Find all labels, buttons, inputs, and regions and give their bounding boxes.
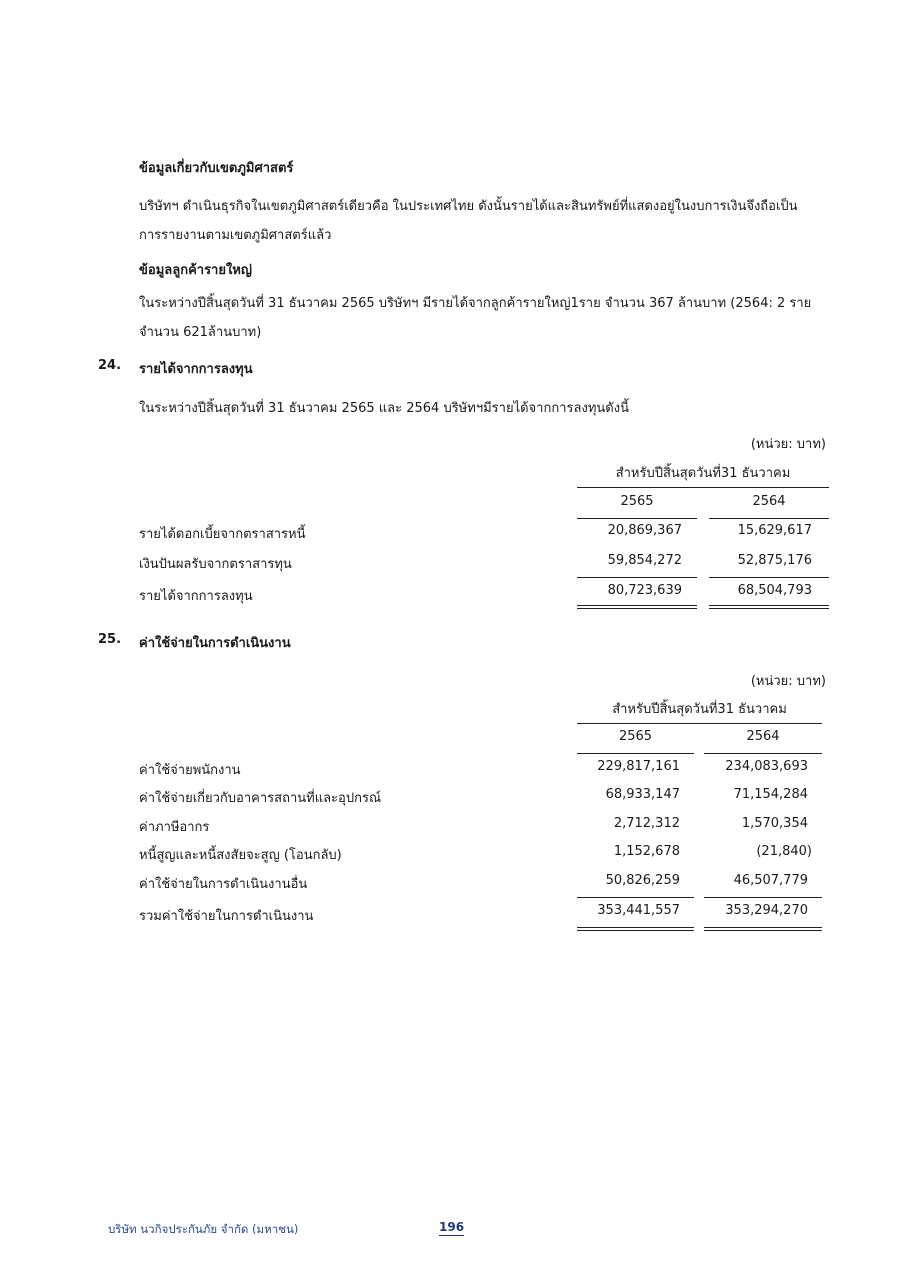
note25-year2-rule: [704, 753, 822, 754]
note25-subtotal-rule-2565: [577, 897, 694, 898]
total-value-2564: 68,504,793: [737, 583, 812, 598]
note24-intro: ในระหว่างปีสิ้นสุดวันที่ 31 ธันวาคม 2565 และ 2564 บริษัทฯมีรายได้จากการลงทุนดังนี้: [139, 401, 629, 416]
geo-paragraph-line1: บริษัทฯ ดำเนินธุรกิจในเขตภูมิศาสตร์เดียวคือ ในประเทศไทย ดังนั้นรายได้และสินทรัพย์ที่แสดงอยู่ในงบการเงินจึงถือเป็น: [139, 199, 798, 214]
row-label: ค่าใช้จ่ายเกี่ยวกับอาคารสถานที่และอุปกรณ์: [139, 791, 382, 806]
note25-period-header: สำหรับปีสิ้นสุดวันที่31 ธันวาคม: [612, 702, 787, 717]
footer-company-name: บริษัท นวกิจประกันภัย จำกัด (มหาชน): [108, 1222, 299, 1236]
row-value-2565: 2,712,312: [613, 816, 680, 831]
note24-unit: (หน่วย: บาท): [750, 437, 826, 452]
note25-year2: 2564: [746, 729, 780, 744]
row-value-2564: 1,570,354: [741, 816, 808, 831]
row-value-2564: 46,507,779: [733, 873, 808, 888]
row-label: ค่าใช้จ่ายพนักงาน: [139, 763, 241, 778]
major-customer-heading: ข้อมูลลูกค้ารายใหญ่: [139, 263, 252, 278]
row-value-2564: 52,875,176: [737, 553, 812, 568]
note24-period-header: สำหรับปีสิ้นสุดวันที่31 ธันวาคม: [615, 466, 791, 481]
note24-subtotal-rule-2565: [577, 577, 697, 578]
total-value-2564: 353,294,270: [725, 903, 808, 918]
geo-paragraph-line2: การรายงานตามเขตภูมิศาสตร์แล้ว: [139, 228, 332, 243]
note24-title: รายได้จากการลงทุน: [139, 362, 253, 377]
page-number: 196: [439, 1220, 465, 1234]
major-customer-paragraph-line1: ในระหว่างปีสิ้นสุดวันที่ 31 ธันวาคม 2565 บริษัทฯ มีรายได้จากลูกค้ารายใหญ่1ราย จำนวน 367 ล้านบาท (2564: 2 ราย: [139, 296, 812, 311]
note25-unit: (หน่วย: บาท): [750, 674, 826, 689]
row-label: เงินปันผลรับจากตราสารทุน: [139, 557, 292, 572]
row-value-2564: 15,629,617: [737, 523, 812, 538]
note25-title: ค่าใช้จ่ายในการดำเนินงาน: [139, 636, 291, 651]
total-value-2565: 80,723,639: [607, 583, 682, 598]
note25-number: 25.: [98, 632, 122, 647]
note25-year1: 2565: [618, 729, 653, 744]
row-value-2565: 59,854,272: [607, 553, 682, 568]
total-label: รายได้จากการลงทุน: [139, 589, 253, 604]
total-label: รวมค่าใช้จ่ายในการดำเนินงาน: [139, 909, 314, 924]
note25-year1-rule: [577, 753, 694, 754]
row-value-2564: 234,083,693: [725, 759, 808, 774]
note24-total-double-rule-2565: [577, 605, 697, 609]
note24-number: 24.: [98, 358, 122, 373]
row-label: หนี้สูญและหนี้สงสัยจะสูญ (โอนกลับ): [139, 848, 342, 863]
note24-header-rule: [577, 487, 829, 488]
note24-subtotal-rule-2564: [709, 577, 829, 578]
major-customer-paragraph-line2: จำนวน 621ล้านบาท): [139, 325, 262, 340]
row-value-2565: 68,933,147: [605, 787, 680, 802]
row-value-2565: 229,817,161: [597, 759, 680, 774]
row-value-2565: 50,826,259: [605, 873, 680, 888]
row-value-2565: 1,152,678: [613, 844, 680, 859]
note25-total-double-rule-2564: [704, 927, 822, 931]
note24-year2: 2564: [752, 494, 786, 509]
row-value-2565: 20,869,367: [607, 523, 682, 538]
geo-heading: ข้อมูลเกี่ยวกับเขตภูมิศาสตร์: [139, 161, 294, 176]
row-label: ค่าภาษีอากร: [139, 820, 210, 835]
note25-header-rule: [577, 723, 822, 724]
note24-year1: 2565: [620, 494, 654, 509]
total-value-2565: 353,441,557: [597, 903, 680, 918]
row-label: รายได้ดอกเบี้ยจากตราสารหนี้: [139, 527, 306, 542]
note24-year2-rule: [709, 518, 829, 519]
note25-total-double-rule-2565: [577, 927, 694, 931]
note25-subtotal-rule-2564: [704, 897, 822, 898]
row-value-2564: 71,154,284: [733, 787, 808, 802]
note24-year1-rule: [577, 518, 697, 519]
row-label: ค่าใช้จ่ายในการดำเนินงานอื่น: [139, 877, 308, 892]
note24-total-double-rule-2564: [709, 605, 829, 609]
row-value-2564: (21,840): [756, 844, 812, 859]
